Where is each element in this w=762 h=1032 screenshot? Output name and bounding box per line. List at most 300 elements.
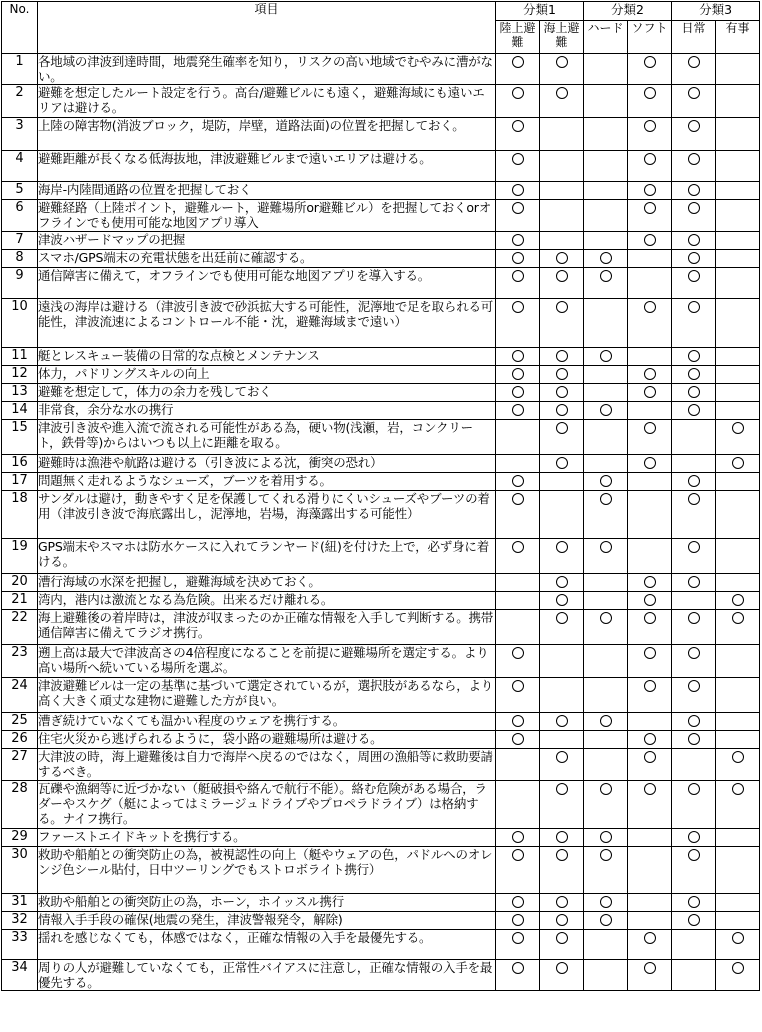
mark-cell-sea-evacuation: [540, 930, 584, 960]
mark-cell-hard: [584, 85, 628, 118]
circle-mark-icon: [600, 783, 612, 795]
mark-cell-hard: [584, 592, 628, 610]
table-row: [2, 678, 760, 713]
mark-cell-sea-evacuation: [540, 847, 584, 894]
table-row: [2, 610, 760, 645]
row-number: 28: [2, 781, 38, 829]
circle-mark-icon: [732, 751, 744, 763]
row-number: 2: [2, 85, 38, 118]
mark-cell-soft: [628, 781, 672, 829]
mark-cell-daily: [672, 574, 716, 592]
circle-mark-icon: [732, 594, 744, 606]
table-row: [2, 85, 760, 118]
row-number: 32: [2, 912, 38, 930]
mark-cell-daily: [672, 384, 716, 402]
mark-cell-sea-evacuation: [540, 829, 584, 847]
circle-mark-icon: [556, 914, 568, 926]
mark-cell-soft: [628, 645, 672, 678]
mark-cell-soft: [628, 731, 672, 749]
row-item-text: 非常食，余分な水の携行: [38, 402, 496, 420]
mark-cell-hard: [584, 473, 628, 491]
circle-mark-icon: [644, 368, 656, 380]
mark-cell-daily: [672, 200, 716, 232]
header-sub-soft: ソフト: [628, 21, 672, 54]
table-row: [2, 268, 760, 299]
circle-mark-icon: [732, 612, 744, 624]
mark-cell-soft: [628, 930, 672, 960]
circle-mark-icon: [732, 932, 744, 944]
circle-mark-icon: [688, 87, 700, 99]
mark-cell-emergency: [716, 781, 760, 829]
circle-mark-icon: [556, 715, 568, 727]
table-row: [2, 731, 760, 749]
mark-cell-land-evacuation: [496, 54, 540, 85]
mark-cell-daily: [672, 402, 716, 420]
table-row: [2, 151, 760, 182]
mark-cell-emergency: [716, 731, 760, 749]
mark-cell-sea-evacuation: [540, 151, 584, 182]
row-number: 11: [2, 348, 38, 366]
mark-cell-hard: [584, 402, 628, 420]
mark-cell-hard: [584, 894, 628, 912]
table-row: [2, 455, 760, 473]
row-item-text: 救助や船舶との衝突防止の為，ホーン，ホイッスル携行: [38, 894, 496, 912]
circle-mark-icon: [644, 733, 656, 745]
mark-cell-emergency: [716, 151, 760, 182]
circle-mark-icon: [644, 234, 656, 246]
circle-mark-icon: [688, 270, 700, 282]
circle-mark-icon: [688, 404, 700, 416]
circle-mark-icon: [644, 301, 656, 313]
mark-cell-hard: [584, 232, 628, 250]
mark-cell-daily: [672, 232, 716, 250]
row-item-text: ファーストエイドキットを携行する。: [38, 829, 496, 847]
mark-cell-hard: [584, 713, 628, 731]
mark-cell-emergency: [716, 402, 760, 420]
circle-mark-icon: [556, 404, 568, 416]
circle-mark-icon: [512, 202, 524, 214]
table-row: [2, 491, 760, 539]
mark-cell-sea-evacuation: [540, 491, 584, 539]
mark-cell-emergency: [716, 268, 760, 299]
mark-cell-hard: [584, 930, 628, 960]
circle-mark-icon: [556, 270, 568, 282]
circle-mark-icon: [512, 932, 524, 944]
mark-cell-sea-evacuation: [540, 402, 584, 420]
circle-mark-icon: [688, 493, 700, 505]
circle-mark-icon: [688, 576, 700, 588]
circle-mark-icon: [732, 422, 744, 434]
row-item-text: GPS端末やスマホは防水ケースに入れてランヤード(紐)を付けた上で，必ず身に着ける。: [38, 539, 496, 574]
row-item-text: 遠浅の海岸は避ける（津波引き波で砂浜拡大する可能性，泥濘地で足を取られる可能性，津波流速によるコントロール不能・沈，避難海域まで遠い）: [38, 299, 496, 348]
mark-cell-hard: [584, 455, 628, 473]
mark-cell-emergency: [716, 912, 760, 930]
mark-cell-hard: [584, 151, 628, 182]
circle-mark-icon: [644, 56, 656, 68]
row-number: 8: [2, 250, 38, 268]
circle-mark-icon: [556, 252, 568, 264]
circle-mark-icon: [688, 184, 700, 196]
circle-mark-icon: [512, 252, 524, 264]
mark-cell-daily: [672, 491, 716, 539]
mark-cell-land-evacuation: [496, 574, 540, 592]
circle-mark-icon: [688, 252, 700, 264]
mark-cell-sea-evacuation: [540, 118, 584, 151]
circle-mark-icon: [556, 350, 568, 362]
row-number: 7: [2, 232, 38, 250]
circle-mark-icon: [512, 647, 524, 659]
mark-cell-sea-evacuation: [540, 348, 584, 366]
mark-cell-hard: [584, 574, 628, 592]
circle-mark-icon: [556, 301, 568, 313]
row-item-text: 避難時は漁港や航路は避ける（引き波による沈，衝突の恐れ）: [38, 455, 496, 473]
mark-cell-soft: [628, 678, 672, 713]
mark-cell-daily: [672, 749, 716, 781]
circle-mark-icon: [688, 647, 700, 659]
circle-mark-icon: [688, 368, 700, 380]
row-item-text: 住宅火災から逃げられるように，袋小路の避難場所は避ける。: [38, 731, 496, 749]
mark-cell-emergency: [716, 894, 760, 912]
mark-cell-hard: [584, 182, 628, 200]
circle-mark-icon: [688, 612, 700, 624]
mark-cell-daily: [672, 829, 716, 847]
mark-cell-land-evacuation: [496, 402, 540, 420]
row-item-text: 瓦礫や漁網等に近づかない（艇破損や絡んで航行不能）。絡む危険がある場合，ラダーやスケグ（艇によってはミラージュドライブやプロペラドライブ）は格納する。ナイフ携行。: [38, 781, 496, 829]
mark-cell-emergency: [716, 250, 760, 268]
row-item-text: 艇とレスキュー装備の日常的な点検とメンテナンス: [38, 348, 496, 366]
table-row: [2, 232, 760, 250]
circle-mark-icon: [644, 932, 656, 944]
mark-cell-emergency: [716, 930, 760, 960]
mark-cell-hard: [584, 847, 628, 894]
circle-mark-icon: [688, 831, 700, 843]
row-item-text: 情報入手手段の確保(地震の発生，津波警報発令，解除): [38, 912, 496, 930]
mark-cell-soft: [628, 473, 672, 491]
row-number: 13: [2, 384, 38, 402]
table-row: [2, 54, 760, 85]
mark-cell-land-evacuation: [496, 491, 540, 539]
mark-cell-hard: [584, 54, 628, 85]
row-item-text: 避難を想定して，体力の余力を残しておく: [38, 384, 496, 402]
circle-mark-icon: [512, 849, 524, 861]
mark-cell-sea-evacuation: [540, 574, 584, 592]
circle-mark-icon: [688, 234, 700, 246]
mark-cell-hard: [584, 731, 628, 749]
circle-mark-icon: [556, 751, 568, 763]
mark-cell-daily: [672, 610, 716, 645]
table-row: [2, 420, 760, 455]
mark-cell-land-evacuation: [496, 847, 540, 894]
mark-cell-hard: [584, 678, 628, 713]
circle-mark-icon: [688, 849, 700, 861]
circle-mark-icon: [644, 153, 656, 165]
circle-mark-icon: [600, 896, 612, 908]
mark-cell-land-evacuation: [496, 960, 540, 991]
circle-mark-icon: [688, 153, 700, 165]
mark-cell-emergency: [716, 54, 760, 85]
row-item-text: 救助や船舶との衝突防止の為，被視認性の向上（艇やウェアの色，パドルへのオレンジ色シール貼付，日中ツーリングでもストロボライト携行）: [38, 847, 496, 894]
mark-cell-land-evacuation: [496, 829, 540, 847]
mark-cell-sea-evacuation: [540, 731, 584, 749]
circle-mark-icon: [556, 612, 568, 624]
table-row: [2, 713, 760, 731]
table-row: [2, 299, 760, 348]
row-item-text: 体力，パドリングスキルの向上: [38, 366, 496, 384]
row-number: 31: [2, 894, 38, 912]
table-row: [2, 749, 760, 781]
mark-cell-hard: [584, 829, 628, 847]
mark-cell-land-evacuation: [496, 749, 540, 781]
mark-cell-land-evacuation: [496, 85, 540, 118]
mark-cell-land-evacuation: [496, 473, 540, 491]
row-number: 9: [2, 268, 38, 299]
circle-mark-icon: [644, 751, 656, 763]
table-row: [2, 912, 760, 930]
row-number: 22: [2, 610, 38, 645]
mark-cell-emergency: [716, 200, 760, 232]
mark-cell-hard: [584, 539, 628, 574]
circle-mark-icon: [512, 184, 524, 196]
classification-table: [1, 1, 760, 991]
mark-cell-sea-evacuation: [540, 592, 584, 610]
mark-cell-land-evacuation: [496, 182, 540, 200]
header-group-2: 分類2: [584, 2, 672, 21]
row-item-text: 津波避難ビルは一定の基準に基づいて選定されているが，選択肢があるなら，より高く大きく頑丈な建物に避難した方が良い。: [38, 678, 496, 713]
row-number: 18: [2, 491, 38, 539]
row-item-text: 通信障害に備えて，オフラインでも使用可能な地図アプリを導入する。: [38, 268, 496, 299]
mark-cell-daily: [672, 930, 716, 960]
mark-cell-daily: [672, 960, 716, 991]
table-row: [2, 574, 760, 592]
circle-mark-icon: [600, 612, 612, 624]
circle-mark-icon: [556, 457, 568, 469]
circle-mark-icon: [556, 368, 568, 380]
mark-cell-sea-evacuation: [540, 299, 584, 348]
mark-cell-hard: [584, 491, 628, 539]
circle-mark-icon: [644, 184, 656, 196]
table-row: [2, 250, 760, 268]
mark-cell-daily: [672, 366, 716, 384]
circle-mark-icon: [644, 680, 656, 692]
circle-mark-icon: [644, 647, 656, 659]
row-number: 15: [2, 420, 38, 455]
mark-cell-hard: [584, 912, 628, 930]
row-number: 5: [2, 182, 38, 200]
circle-mark-icon: [644, 962, 656, 974]
mark-cell-hard: [584, 250, 628, 268]
table-row: [2, 539, 760, 574]
mark-cell-soft: [628, 118, 672, 151]
mark-cell-emergency: [716, 420, 760, 455]
circle-mark-icon: [512, 962, 524, 974]
table-row: [2, 473, 760, 491]
row-number: 24: [2, 678, 38, 713]
mark-cell-soft: [628, 402, 672, 420]
mark-cell-soft: [628, 713, 672, 731]
circle-mark-icon: [644, 386, 656, 398]
mark-cell-soft: [628, 348, 672, 366]
mark-cell-land-evacuation: [496, 912, 540, 930]
mark-cell-sea-evacuation: [540, 781, 584, 829]
mark-cell-sea-evacuation: [540, 366, 584, 384]
table-row: [2, 894, 760, 912]
circle-mark-icon: [600, 270, 612, 282]
mark-cell-land-evacuation: [496, 151, 540, 182]
mark-cell-hard: [584, 366, 628, 384]
mark-cell-daily: [672, 678, 716, 713]
header-sub-sea-evacuation: 海上避難: [540, 21, 584, 54]
row-item-text: 漕ぎ続けていなくても温かい程度のウェアを携行する。: [38, 713, 496, 731]
row-number: 26: [2, 731, 38, 749]
mark-cell-hard: [584, 299, 628, 348]
row-number: 30: [2, 847, 38, 894]
mark-cell-soft: [628, 491, 672, 539]
row-number: 17: [2, 473, 38, 491]
mark-cell-emergency: [716, 348, 760, 366]
mark-cell-daily: [672, 894, 716, 912]
header-sub-land-evacuation: 陸上避難: [496, 21, 540, 54]
circle-mark-icon: [512, 680, 524, 692]
circle-mark-icon: [600, 493, 612, 505]
mark-cell-daily: [672, 781, 716, 829]
mark-cell-daily: [672, 645, 716, 678]
mark-cell-daily: [672, 182, 716, 200]
mark-cell-soft: [628, 610, 672, 645]
mark-cell-sea-evacuation: [540, 749, 584, 781]
circle-mark-icon: [688, 350, 700, 362]
row-item-text: 避難を想定したルート設定を行う。高台/避難ビルにも遠く，避難海域にも遠いエリアは避ける。: [38, 85, 496, 118]
circle-mark-icon: [644, 783, 656, 795]
mark-cell-daily: [672, 847, 716, 894]
table-row: [2, 200, 760, 232]
circle-mark-icon: [600, 475, 612, 487]
mark-cell-daily: [672, 713, 716, 731]
mark-cell-land-evacuation: [496, 200, 540, 232]
circle-mark-icon: [688, 56, 700, 68]
mark-cell-sea-evacuation: [540, 894, 584, 912]
mark-cell-land-evacuation: [496, 781, 540, 829]
header-group-1: 分類1: [496, 2, 584, 21]
mark-cell-hard: [584, 384, 628, 402]
circle-mark-icon: [732, 457, 744, 469]
mark-cell-soft: [628, 894, 672, 912]
header-sub-daily: 日常: [672, 21, 716, 54]
circle-mark-icon: [512, 404, 524, 416]
circle-mark-icon: [512, 270, 524, 282]
circle-mark-icon: [644, 202, 656, 214]
circle-mark-icon: [688, 541, 700, 553]
table-row: [2, 847, 760, 894]
mark-cell-daily: [672, 420, 716, 455]
mark-cell-sea-evacuation: [540, 384, 584, 402]
mark-cell-soft: [628, 232, 672, 250]
mark-cell-sea-evacuation: [540, 610, 584, 645]
circle-mark-icon: [512, 56, 524, 68]
table-row: [2, 645, 760, 678]
header-sub-hard: ハード: [584, 21, 628, 54]
mark-cell-daily: [672, 539, 716, 574]
mark-cell-land-evacuation: [496, 232, 540, 250]
mark-cell-sea-evacuation: [540, 912, 584, 930]
mark-cell-land-evacuation: [496, 250, 540, 268]
circle-mark-icon: [688, 896, 700, 908]
mark-cell-daily: [672, 348, 716, 366]
table-row: [2, 348, 760, 366]
row-item-text: サンダルは避け，動きやすく足を保護してくれる滑りにくいシューズやブーツの着用（津波引き波で海底露出し，泥濘地，岩場，海藻露出する可能性）: [38, 491, 496, 539]
row-number: 20: [2, 574, 38, 592]
circle-mark-icon: [732, 783, 744, 795]
table-row: [2, 960, 760, 991]
header-sub-emergency: 有事: [716, 21, 760, 54]
circle-mark-icon: [556, 422, 568, 434]
mark-cell-emergency: [716, 182, 760, 200]
mark-cell-emergency: [716, 574, 760, 592]
mark-cell-soft: [628, 912, 672, 930]
mark-cell-soft: [628, 539, 672, 574]
mark-cell-sea-evacuation: [540, 54, 584, 85]
table-row: [2, 930, 760, 960]
row-item-text: 漕行海域の水深を把握し，避難海域を決めておく。: [38, 574, 496, 592]
circle-mark-icon: [600, 849, 612, 861]
mark-cell-emergency: [716, 713, 760, 731]
mark-cell-soft: [628, 829, 672, 847]
row-item-text: 津波引き波や進入流で流される可能性がある為，硬い物(浅瀬，岩，コンクリート，鉄骨等)からはいつも以上に距離を取る。: [38, 420, 496, 455]
circle-mark-icon: [512, 733, 524, 745]
circle-mark-icon: [600, 404, 612, 416]
circle-mark-icon: [512, 831, 524, 843]
mark-cell-hard: [584, 781, 628, 829]
table-row: [2, 366, 760, 384]
mark-cell-soft: [628, 250, 672, 268]
circle-mark-icon: [688, 202, 700, 214]
mark-cell-daily: [672, 473, 716, 491]
row-item-text: 大津波の時，海上避難後は自力で海岸へ戻るのではなく，周囲の漁船等に救助要請するべき。: [38, 749, 496, 781]
circle-mark-icon: [688, 783, 700, 795]
mark-cell-emergency: [716, 118, 760, 151]
circle-mark-icon: [688, 386, 700, 398]
row-number: 19: [2, 539, 38, 574]
table-row: [2, 402, 760, 420]
table-row: [2, 384, 760, 402]
circle-mark-icon: [556, 831, 568, 843]
mark-cell-emergency: [716, 366, 760, 384]
header-item: 項目: [38, 2, 496, 54]
mark-cell-daily: [672, 85, 716, 118]
circle-mark-icon: [512, 896, 524, 908]
circle-mark-icon: [688, 301, 700, 313]
mark-cell-emergency: [716, 829, 760, 847]
circle-mark-icon: [688, 120, 700, 132]
mark-cell-sea-evacuation: [540, 713, 584, 731]
mark-cell-sea-evacuation: [540, 678, 584, 713]
mark-cell-emergency: [716, 749, 760, 781]
circle-mark-icon: [600, 831, 612, 843]
row-item-text: 上陸の障害物(消波ブロック，堤防，岸壁，道路法面)の位置を把握しておく。: [38, 118, 496, 151]
mark-cell-daily: [672, 54, 716, 85]
mark-cell-land-evacuation: [496, 268, 540, 299]
mark-cell-land-evacuation: [496, 420, 540, 455]
mark-cell-sea-evacuation: [540, 645, 584, 678]
row-item-text: スマホ/GPS端末の充電状態を出廷前に確認する。: [38, 250, 496, 268]
circle-mark-icon: [556, 56, 568, 68]
circle-mark-icon: [644, 576, 656, 588]
mark-cell-land-evacuation: [496, 894, 540, 912]
mark-cell-soft: [628, 384, 672, 402]
mark-cell-sea-evacuation: [540, 232, 584, 250]
circle-mark-icon: [556, 849, 568, 861]
circle-mark-icon: [556, 87, 568, 99]
circle-mark-icon: [644, 612, 656, 624]
